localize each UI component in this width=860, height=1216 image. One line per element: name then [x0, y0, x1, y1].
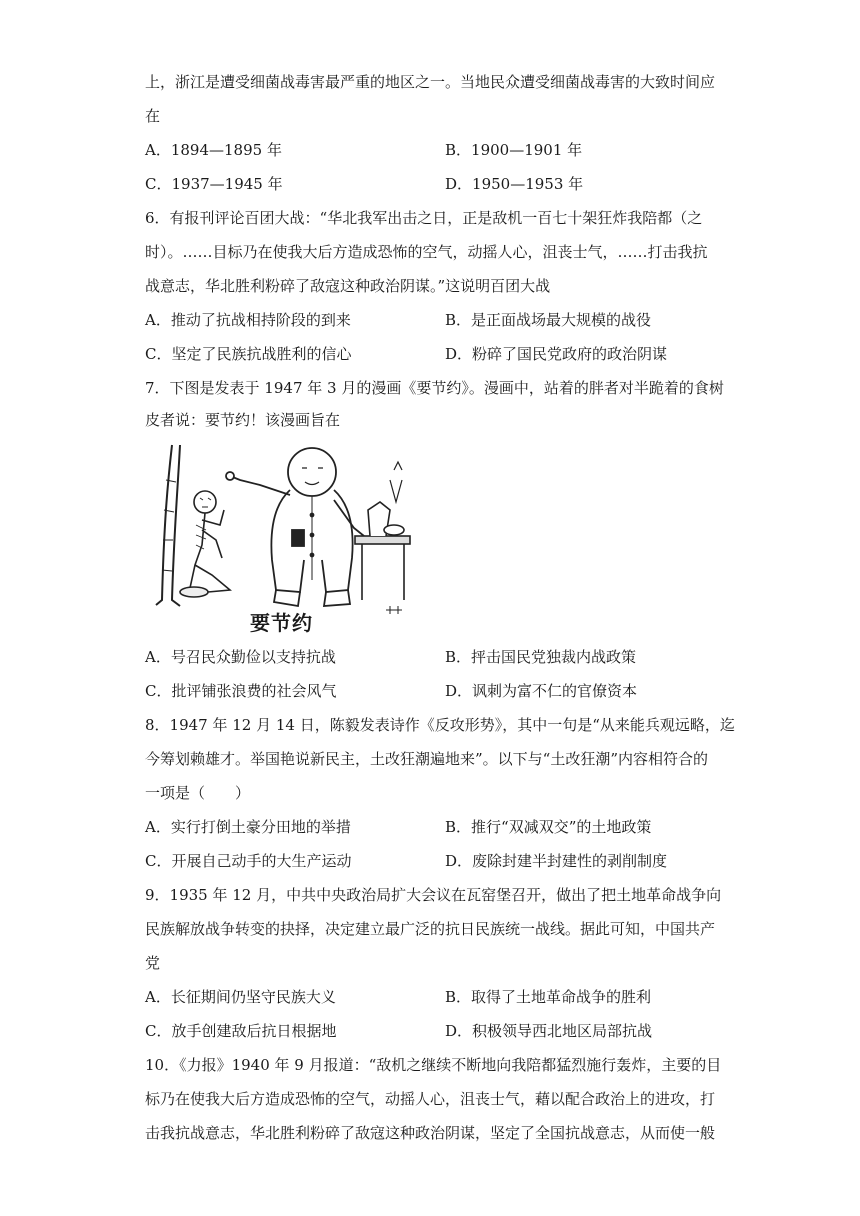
- q9-stem-3: 党: [145, 954, 161, 972]
- q5-option-a: A．1894—1895 年: [145, 141, 282, 159]
- q7-option-a: A．号召民众勤俭以支持抗战: [145, 648, 336, 666]
- q9-option-b: B．取得了土地革命战争的胜利: [445, 988, 652, 1006]
- q8-option-c: C．开展自己动手的大生产运动: [145, 852, 352, 870]
- q8-stem-1: 8．1947 年 12 月 14 日，陈毅发表诗作《反攻形势》，其中一句是“从来能兵观远略，迄: [145, 716, 735, 734]
- q6-option-c: C．坚定了民族抗战胜利的信心: [145, 345, 352, 363]
- q7-option-d: D．讽刺为富不仁的官僚资本: [445, 682, 638, 700]
- q10-stem-1: 10．《力报》1940 年 9 月报道：“敌机之继续不断地向我陪都猛烈施行轰炸，主要的目: [145, 1056, 722, 1074]
- q9-stem-1: 9．1935 年 12 月，中共中央政治局扩大会议在瓦窑堡召开，做出了把土地革命战争向: [145, 886, 722, 904]
- q5-option-c: C．1937—1945 年: [145, 175, 283, 193]
- kneeling-figure: [180, 491, 230, 597]
- q8-option-a: A．实行打倒土豪分田地的举措: [145, 818, 351, 836]
- intro-line-2: 在: [145, 107, 161, 125]
- dining-table: [355, 462, 410, 600]
- q8-option-d: D．废除封建半封建性的剥削制度: [445, 852, 668, 870]
- q9-stem-2: 民族解放战争转变的抉择，决定建立最广泛的抗日民族统一战线。据此可知，中国共产: [145, 920, 716, 938]
- intro-line-1: 上，浙江是遭受细菌战毒害最严重的地区之一。当地民众遭受细菌战毒害的大致时间应: [145, 73, 716, 91]
- q7-option-b: B．抨击国民党独裁内战政策: [445, 648, 637, 666]
- q7-option-c: C．批评铺张浪费的社会风气: [145, 682, 337, 700]
- tree-trunk: [156, 445, 180, 606]
- q6-stem-2: 时）。……目标乃在使我大后方造成恐怖的空气，动摇人心，沮丧士气，……打击我抗: [145, 243, 708, 261]
- standing-fat-man: [226, 448, 364, 606]
- q5-option-b: B．1900—1901 年: [445, 141, 583, 159]
- q8-stem-3: 一项是（ ）: [145, 784, 251, 802]
- q9-option-c: C．放手创建敌后抗日根据地: [145, 1022, 337, 1040]
- q6-stem-3: 战意志，华北胜利粉碎了敌寇这种政治阴谋。”这说明百团大战: [145, 277, 551, 295]
- q8-stem-2: 今筹划赖雄才。举国艳说新民主，土改狂潮遍地来”。以下与“土改狂潮”内容相符合的: [145, 750, 709, 768]
- cartoon-caption: 要节约: [250, 611, 313, 635]
- q9-option-a: A．长征期间仍坚守民族大义: [145, 988, 336, 1006]
- q10-stem-2: 标乃在使我大后方造成恐怖的空气，动摇人心，沮丧士气，藉以配合政治上的进攻，打: [145, 1090, 716, 1108]
- q6-stem-1: 6．有报刊评论百团大战：“华北我军出击之日，正是敌机一百七十架狂炸我陪都（之: [145, 209, 703, 227]
- q6-option-b: B．是正面战场最大规模的战役: [445, 311, 652, 329]
- q10-stem-3: 击我抗战意志，华北胜利粉碎了敌寇这种政治阴谋，坚定了全国抗战意志，从而使一般: [145, 1124, 716, 1142]
- q7-stem-1: 7．下图是发表于 1947 年 3 月的漫画《要节约》。漫画中，站着的胖者对半跪着的食树: [145, 379, 724, 397]
- q8-option-b: B．推行“双减双交”的土地政策: [445, 818, 652, 836]
- q6-option-a: A．推动了抗战相持阶段的到来: [145, 311, 351, 329]
- q5-option-d: D．1950—1953 年: [445, 175, 584, 193]
- q9-option-d: D．积极领导西北地区局部抗战: [445, 1022, 653, 1040]
- q7-stem-2: 皮者说：要节约！该漫画旨在: [145, 411, 341, 429]
- q6-option-d: D．粉碎了国民党政府的政治阴谋: [445, 345, 668, 363]
